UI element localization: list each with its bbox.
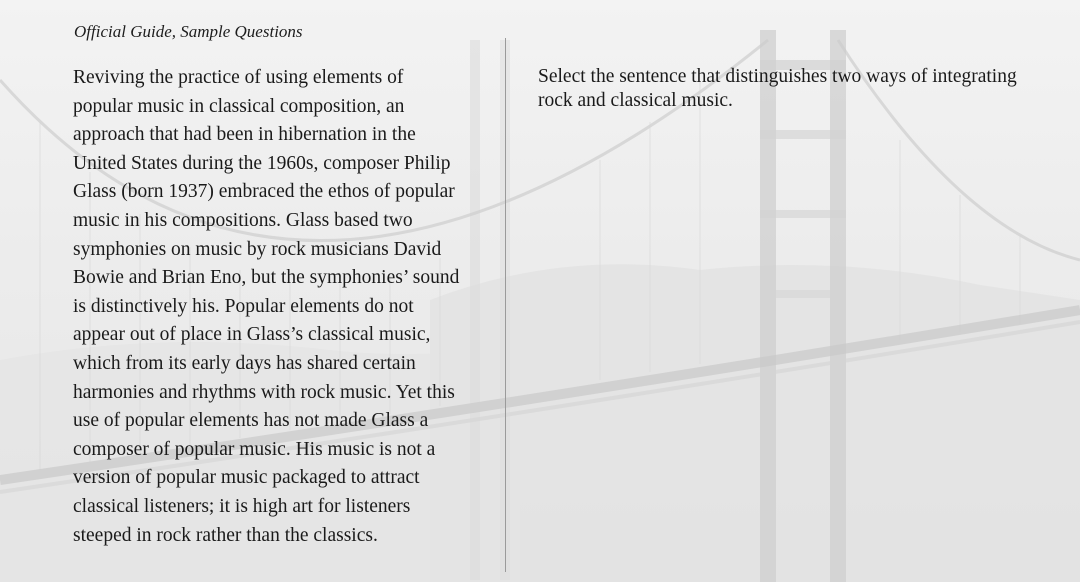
column-divider xyxy=(505,38,506,572)
passage-sentence-line[interactable]: Glass (born 1937) embraced the ethos of popular xyxy=(73,181,455,203)
passage-sentence-line[interactable]: composer of popular music. His music is not a xyxy=(73,438,436,460)
passage-sentence-line[interactable]: approach that had been in hibernation in the xyxy=(73,124,416,146)
passage-sentence-line[interactable]: appear out of place in Glass’s classical music, xyxy=(73,324,431,346)
passage-sentence-line[interactable]: popular music in classical composition, an xyxy=(73,95,405,117)
passage-sentence-line[interactable]: steeped in rock rather than the classics. xyxy=(73,524,378,546)
passage-sentence-line[interactable]: classical listeners; it is high art for listeners xyxy=(73,495,411,517)
passage-sentence-line[interactable]: music in his compositions. Glass based two xyxy=(73,209,413,231)
passage-sentence-line[interactable]: which from its early days has shared certain xyxy=(73,352,416,374)
question-prompt xyxy=(538,65,1053,113)
passage-sentence-line[interactable]: version of popular music packaged to attract xyxy=(73,467,420,489)
guide-title: Official Guide, Sample Questions xyxy=(74,22,303,41)
question-prompt-line: rock and classical music. xyxy=(538,90,733,111)
passage-sentence-line[interactable]: symphonies on music by rock musicians David xyxy=(73,238,442,260)
reading-passage xyxy=(73,64,493,550)
passage-sentence-line[interactable]: use of popular elements has not made Glass a xyxy=(73,410,429,432)
passage-sentence-line[interactable]: Reviving the practice of using elements of xyxy=(73,67,404,88)
passage-sentence-line[interactable]: harmonies and rhythms with rock music. Yet this xyxy=(73,381,455,403)
passage-sentence-line[interactable]: United States during the 1960s, composer Philip xyxy=(73,152,451,174)
question-prompt-line: Select the sentence that distinguishes two ways of integrating xyxy=(538,66,1017,87)
passage-sentence-line[interactable]: is distinctively his. Popular elements do not xyxy=(73,295,414,317)
passage-sentence-line[interactable]: Bowie and Brian Eno, but the symphonies’ sound xyxy=(73,267,460,289)
